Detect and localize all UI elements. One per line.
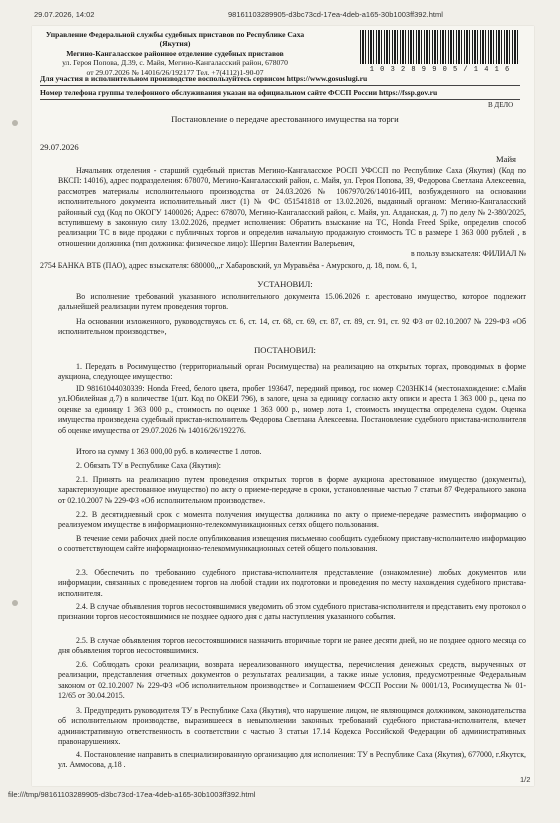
issuer-header (40, 30, 310, 77)
item-2-6: 2.6. Соблюдать сроки реализации, возврата нереализованного имущества, перечисления денежных средств, вырученных от реализации, представления отчетных документов о результатах реализации, а также иные условия, предусмотренные Федеральным законом от 02.10.2007 № 229-ФЗ «Об исполнительном производстве» и Соглашением ФССП России № 0001/13, Росимущества № 01-12/65 от 30.04.2015. (58, 660, 526, 701)
print-url: 98161103289905-d3bc73cd-17ea-4deb-a165-30b1003ff392.html (228, 10, 443, 19)
item-2-1: 2.1. Принять на реализацию путем проведения открытых торгов в форме аукциона арестованное имущество (документы), характеризующие арестованное имущество) по акту о приеме-передаче в сроки, установленные частью 7 статьи 87 Федерального закона от 02.10.2007 № 229-ФЗ «Об исполнительном производстве». (58, 475, 526, 505)
item-3: 3. Предупредить руководителя ТУ в Республике Саха (Якутия), что нарушение лицом, не являющимся должником, законодательства об исполнительном производстве, выразившееся в невыполнении законных требований судебного пристава-исполнителя, влечет административную ответственность в соответствии с частью 3 статьи 17.14 Кодекса Российской Федерации об административных правонарушениях. (58, 706, 526, 747)
intro-paragraph: Начальник отделения - старший судебный пристав Мегино-Кангаласское РОСП УФССП по Республике Саха (Якутия) (Код по ВКСП: 14016), адрес подразделения: 678070, Мегино-Кангаласский район, с. Майя, ул. Героя Попова, 39, Федорова Светлана Алексеевна, рассмотрев материалы исполнительного производства от 24.03.2026 № 1067970/26/14016-ИП, возбужденного на основании исполнительного документа исполнительный лист (1) № ФС 051541818 от 13.02.2026, выданный органом: Мегино-Кангаласский районный суд (Код по ОКОГУ 1400026; Адрес: 678070, Мегино-Кангаласский район, с. Майя, ул. Алданская, д. 7) по делу № 2-380/2025, вступившему в законную силу 13.02.2026, предмет исполнения: Обратить взыскание на ТС, Honda Freed Spike, определив способ реализации ТС в виде продажи с публичных торгов и определив начальную продажную стоимость ТС в размере 1 363 000 рублей , в отношении должника (тип должника: физическое лицо): Шергин Валентин Валерьевич, (58, 166, 526, 248)
org-name: Управление Федеральной службы судебных приставов по Республике Саха (45, 30, 305, 39)
org-region: (Якутия) (159, 39, 191, 49)
phone-notice: Номер телефона группы телефонного обслуживания указан на официальном сайте ФССП России https://fssp.gov.ru (40, 85, 520, 100)
item-2-2-notice: В течение семи рабочих дней после опубликования извещения письменно сообщить судебному приставу-исполнителю информацию о соответствующем сайте информационно-телекоммуникационных сетей общего пользования. (58, 534, 526, 554)
file-stamp: В ДЕЛО (488, 101, 514, 109)
print-page-number: 1/2 (520, 775, 531, 784)
item-2-3: 2.3. Обеспечить по требованию судебного пристава-исполнителя представление (ознакомление) любых документов или информации, связанных с проведением торгов на любой стадии их подготовки и проведения по месту нахождения судебного пристава-исполнителя. (58, 568, 526, 598)
document-reference: от 29.07.2026 № 14016/26/192177 Тел. +7(4112)1-90-07 (86, 67, 264, 77)
document-place: Майя (496, 154, 517, 164)
print-timestamp: 29.07.2026, 14:02 (34, 10, 95, 19)
barcode (360, 30, 520, 64)
department-address: ул. Героя Попова, Д.39, с. Майя, Мегино-Кангаласский район, 678070 (62, 58, 288, 68)
legal-basis: На основании изложенного, руководствуясь ст. 6, ст. 14, ст. 68, ст. 69, ст. 87, ст. 89, ст. 91, ст. 92 ФЗ от 02.10.2007 № 229-ФЗ «Об исполнительном производстве», (58, 317, 526, 337)
barcode-number: 1 0 3 2 8 9 9 0 5 / 1 4 1 6 (369, 66, 511, 74)
department-name: Мегино-Кангаласское районное отделение судебных приставов (66, 48, 284, 58)
scan-hole-mark (12, 120, 18, 126)
established-heading: УСТАНОВИЛ: (257, 279, 313, 289)
item-4: 4. Постановление направить в специализированную организацию для исполнения: ТУ в Республике Саха (Якутия), 677000, г.Якутск, ул. Аммосова, д.18 . (58, 750, 526, 770)
property-description: ID 98161044030339: Honda Freed, белого цвета, пробег 193647, передний привод, гос номер С203НК14 (местонахождение: с.Майя ул.Юбилейная д.7) в количестве 1(шт. Код по ОКЕИ 796), в залоге, цена за единицу согласно акту описи и ареста 1 363 000 р., цена по оценке за единицу 1 363 000 р., стоимость по оценке 1 363 000 р., номер лота 1, стоимость имущества определена судом. Оценка имущества произведена судебный пристав-исполнитель Федорова Светлана Алексеевна. Постановление судебного пристава-исполнителя об оценке имущества от 29.07.2026 № 14016/26/192276. (58, 384, 526, 435)
item-2-5: 2.5. В случае объявления торгов несостоявшимися назначить вторичные торги не ранее десяти дней, но не позднее одного месяца со дня объявления торгов несостоявшимися. (58, 636, 526, 656)
scan-hole-mark (12, 600, 18, 606)
item-1: 1. Передать в Росимущество (территориальный орган Росимущества) на реализацию на открытых торгах, проводимых в форме аукциона, следующее имущество: (58, 362, 526, 382)
item-2-4: 2.4. В случае объявления торгов несостоявшимися уведомить об этом судебного пристава-исполнителя и представить ему протокол о признании торгов несостоявшимися не позднее одного дня с даты наступления указанного события. (58, 602, 526, 622)
print-header (0, 0, 560, 20)
document-date: 29.07.2026 (40, 142, 79, 152)
document-title: Постановление о передаче арестованного имущества на торги (171, 114, 399, 124)
established-text: Во исполнение требований указанного исполнительного документа 15.06.2026 г. арестовано имущество, которое подлежит дальнейшей реализации путем проведения торгов. (58, 292, 526, 312)
creditor-suffix: в пользу взыскателя: ФИЛИАЛ № (410, 249, 526, 258)
decided-heading: ПОСТАНОВИЛ: (254, 345, 316, 355)
gosuslugi-notice: Для участия в исполнительном производстве воспользуйтесь сервисом https://www.gosuslugi.ru (40, 74, 368, 83)
item-2: 2. Обязать ТУ в Республике Саха (Якутия): (76, 461, 221, 470)
item-2-2: 2.2. В десятидневный срок с момента получения имущества должника по акту о приеме-передаче разместить информацию о реализуемом имуществе в информационно-телекоммуникационных сетях общего пользования. (58, 510, 526, 530)
creditor-line: 2754 БАНКА ВТБ (ПАО), адрес взыскателя: 680000,,,г Хабаровский, ул Муравьёва - Амурского, д. 18, пом. 6, 1, (40, 261, 417, 270)
total-line: Итого на сумму 1 363 000,00 руб. в количестве 1 лотов. (76, 447, 262, 456)
print-footer-url: file:///tmp/98161103289905-d3bc73cd-17ea-4deb-a165-30b1003ff392.html (8, 790, 256, 799)
